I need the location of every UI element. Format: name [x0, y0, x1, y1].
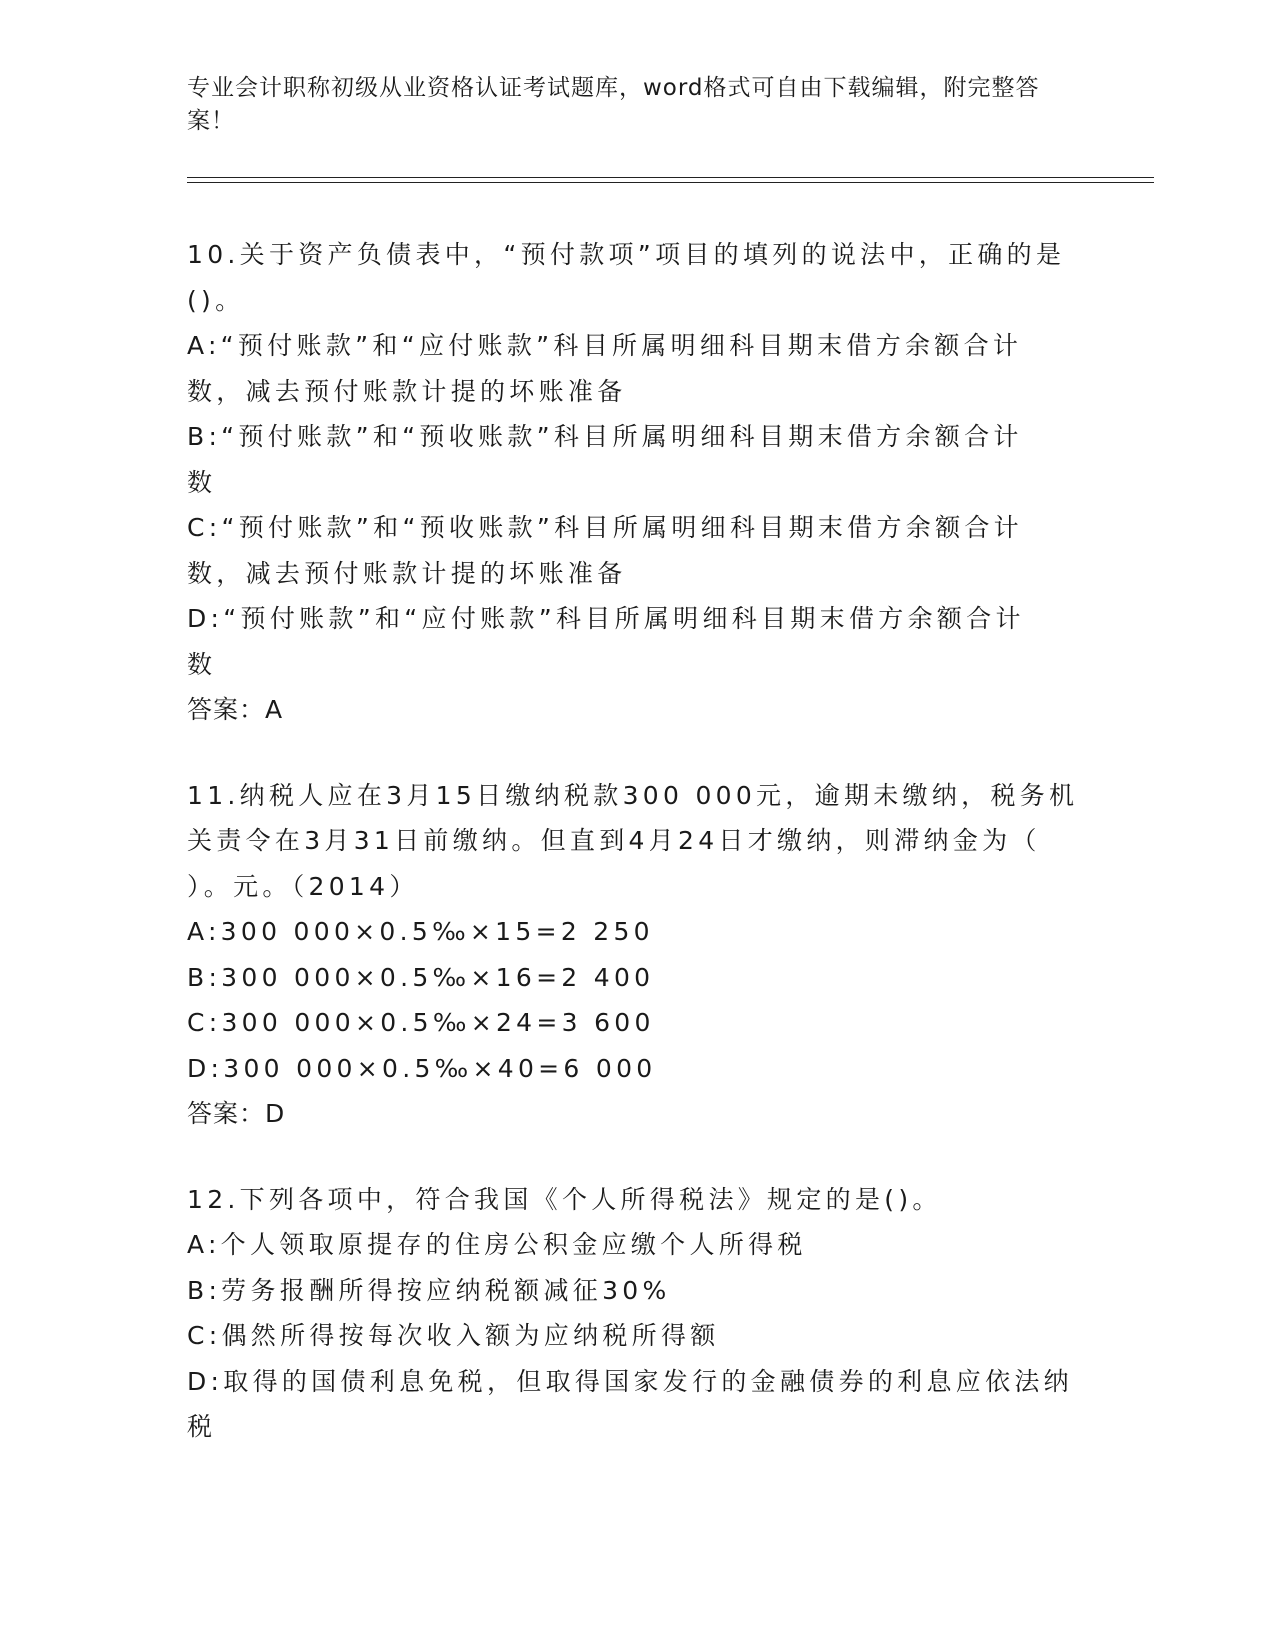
question-12 [187, 1177, 1087, 1450]
option-c-line: C:300 000×0.5‰×24=3 600 [187, 1008, 655, 1037]
question-stem-line: ）。元。（2014） [187, 871, 419, 901]
option-d-line: 税 [187, 1412, 217, 1441]
question-stem-line: ()。 [187, 285, 245, 315]
question-stem-line: 关责令在3月31日前缴纳。但直到4月24日才缴纳，则滞纳金为（ [187, 826, 1041, 855]
option-d-line: 数 [187, 649, 217, 679]
option-d-line: D:300 000×0.5‰×40=6 000 [187, 1053, 657, 1083]
option-b-line: B:300 000×0.5‰×16=2 400 [187, 962, 655, 992]
answer-text: 答案：A [187, 695, 284, 724]
option-a-line: A:个人领取原提存的住房公积金应缴个人所得税 [187, 1230, 807, 1259]
option-a-line: 数，减去预付账款计提的坏账准备 [187, 376, 627, 406]
document-header [187, 72, 1067, 138]
option-a-line: A:“预付账款”和“应付账款”科目所属明细科目期末借方余额合计 [187, 331, 1023, 360]
option-c-line: C:偶然所得按每次收入额为应纳税所得额 [187, 1321, 720, 1350]
header-divider-top [187, 177, 1154, 178]
option-b-line: B:“预付账款”和“预收账款”科目所属明细科目期末借方余额合计 [187, 422, 1023, 451]
answer-text: 答案：D [187, 1099, 286, 1128]
option-c-line: C:“预付账款”和“预收账款”科目所属明细科目期末借方余额合计 [187, 513, 1023, 542]
option-a-line: A:300 000×0.5‰×15=2 250 [187, 917, 654, 946]
option-b-line: B:劳务报酬所得按应纳税额减征30% [187, 1275, 671, 1305]
question-stem-line: 12.下列各项中，符合我国《个人所得税法》规定的是()。 [187, 1184, 942, 1214]
option-c-line: 数，减去预付账款计提的坏账准备 [187, 558, 627, 588]
question-stem-line: 10.关于资产负债表中，“预付款项”项目的填列的说法中，正确的是 [187, 240, 1066, 269]
question-list [187, 232, 1087, 1450]
option-b-line: 数 [187, 467, 217, 497]
header-intro-text: 专业会计职称初级从业资格认证考试题库，word格式可自由下载编辑，附完整答案！ [187, 75, 1040, 134]
header-divider-bottom [187, 182, 1154, 183]
option-d-line: D:“预付账款”和“应付账款”科目所属明细科目期末借方余额合计 [187, 604, 1025, 633]
option-d-line: D:取得的国债利息免税，但取得国家发行的金融债券的利息应依法纳 [187, 1366, 1073, 1396]
question-11 [187, 773, 1087, 1137]
question-stem-line: 11.纳税人应在3月15日缴纳税款300 000元，逾期未缴纳，税务机 [187, 780, 1079, 810]
question-10 [187, 232, 1087, 733]
